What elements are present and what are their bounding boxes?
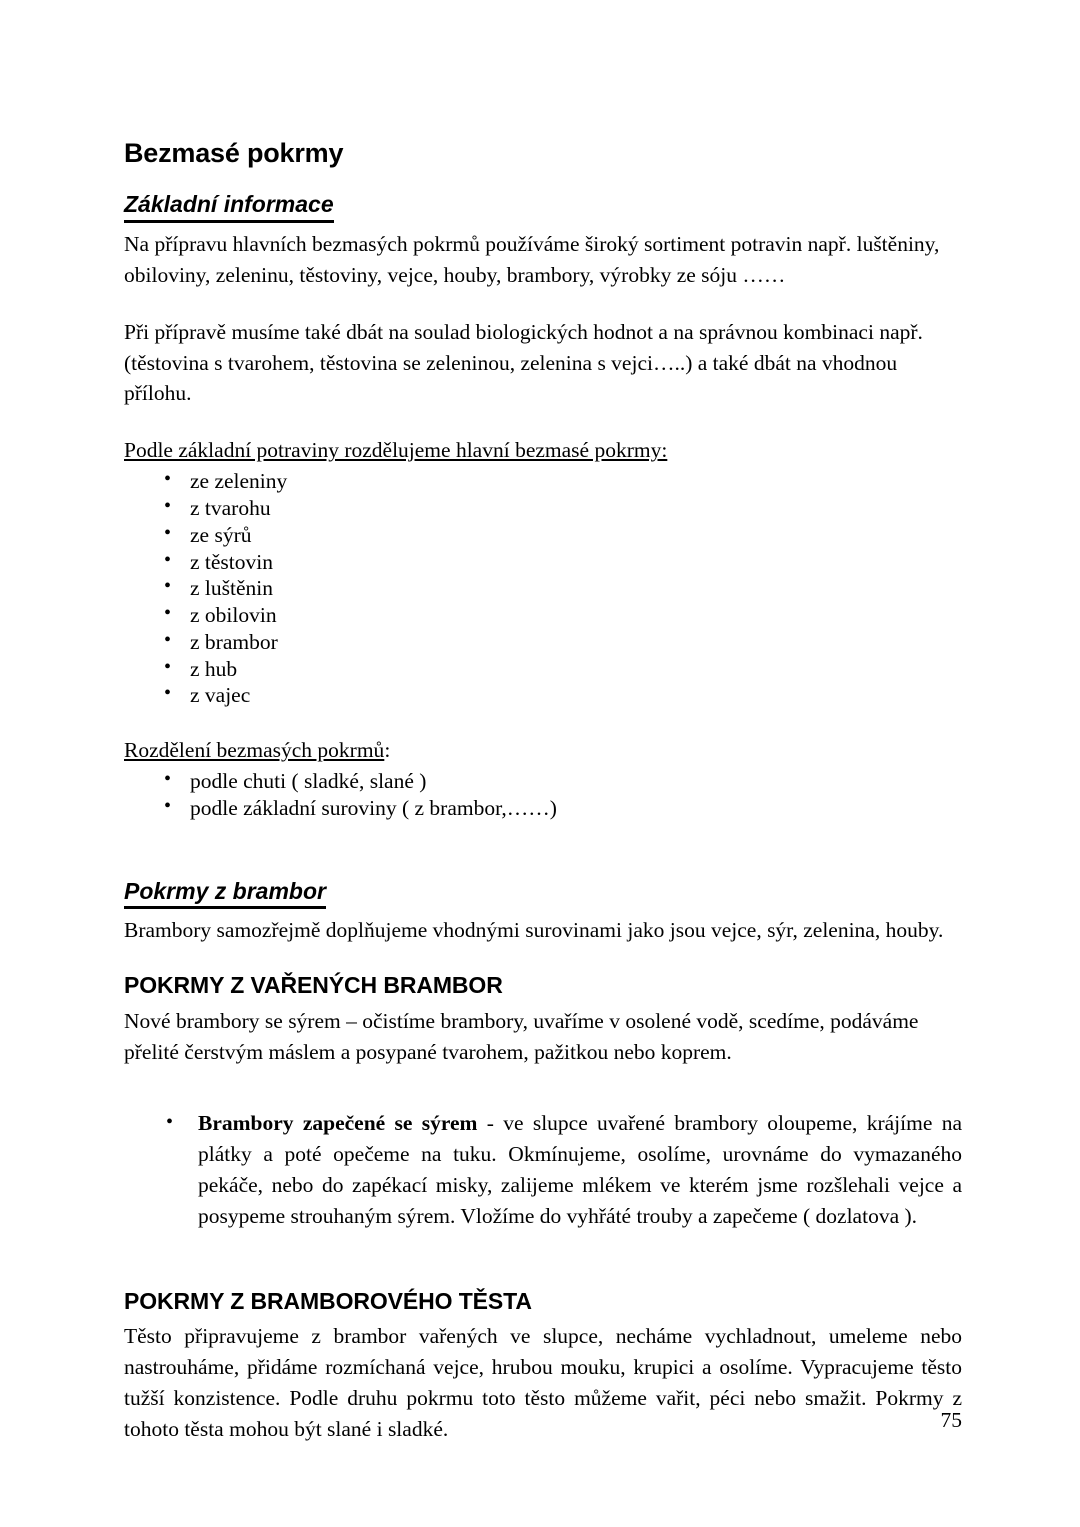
spacer — [124, 946, 962, 972]
list-item: • z brambor — [124, 629, 962, 656]
heading-pokrmy-z-brambor: Pokrmy z brambor — [124, 878, 326, 910]
recipe-name: Brambory zapečené se sýrem — [198, 1110, 478, 1135]
list-item: • z hub — [124, 656, 962, 683]
heading-pokrmy-z-varenych-brambor: POKRMY Z VAŘENÝCH BRAMBOR — [124, 972, 503, 999]
list-item: • z tvarohu — [124, 495, 962, 522]
basic-info-paragraph-2: Při přípravě musíme také dbát na soulad biologických hodnot a na správnou kombinaci např. (těstovina s tvarohem, těstovina se zeleninou, zelenina s vejci…..) a také dbát na vhodnou přílohu. — [124, 319, 923, 406]
division-by-food-lead — [124, 435, 962, 466]
section-boiled-potatoes-heading-wrap — [124, 972, 962, 1000]
potato-dough-paragraph: Těsto připravujeme z brambor vařených ve slupce, necháme vychladnout, umeleme nebo nastrouháme, přidáme rozmíchaná vejce, hrubou mouku, krupici a osolíme. Vypracujeme těsto tužší konzistence. Podle druhu pokrmu toto těsto můžeme vařit, péci nebo smažit. Pokrmy z tohoto těsta mohou být slané i sladké. — [124, 1324, 962, 1442]
heading-pokrmy-z-bramboroveho-testa: POKRMY Z BRAMBOROVÉHO TĚSTA — [124, 1287, 532, 1314]
list-item: • podle chuti ( sladké, slané ) — [124, 768, 962, 795]
list-item: • z těstovin — [124, 549, 962, 576]
page-content — [124, 138, 962, 1445]
spacer — [124, 291, 962, 317]
recipe-separator: - — [477, 1110, 504, 1135]
section-potato-dishes-heading-wrap — [124, 878, 962, 910]
division-of-dishes-lead — [124, 735, 962, 766]
list-item: • z vajec — [124, 682, 962, 709]
list-item: • ze sýrů — [124, 522, 962, 549]
spacer — [124, 709, 962, 735]
division-of-dishes-list — [124, 768, 962, 822]
list-item: • z luštěnin — [124, 575, 962, 602]
division-by-food-lead-text: Podle základní potraviny rozdělujeme hlavní bezmasé pokrmy: — [124, 438, 668, 463]
section-basic-info-heading-wrap — [124, 191, 962, 223]
list-item-recipe — [124, 1108, 962, 1232]
division-by-food-list — [124, 468, 962, 709]
boiled-potatoes-recipe-list — [124, 1108, 962, 1232]
page-number: 75 — [940, 1408, 962, 1432]
page-title: Bezmasé pokrmy — [124, 138, 344, 168]
spacer — [124, 1068, 962, 1108]
boiled-potatoes-paragraph: Nové brambory se sýrem – očistíme brambory, uvaříme v osolené vodě, scedíme, podáváme přelité čerstvým máslem a posypané tvarohem, pažitkou nebo koprem. — [124, 1008, 919, 1064]
recipe-text: ve slupce uvařené brambory oloupeme, krájíme na plátky a poté opečeme na tuku. Okmínujeme, osolíme, urovnáme do vymazaného pekáče, nebo do zapékací misky, zalijeme mlékem ve kterém jsme rozšlehali vejce a posypeme strouhaným sýrem. Vložíme do vyhřáté trouby a zapečeme ( dozlatova ). — [198, 1110, 962, 1228]
list-item: • z obilovin — [124, 602, 962, 629]
spacer — [124, 409, 962, 435]
spacer — [124, 1232, 962, 1288]
spacer — [124, 822, 962, 878]
division-of-dishes-lead-colon: : — [384, 738, 391, 763]
section-potato-dough-heading-wrap — [124, 1288, 962, 1316]
division-of-dishes-lead-text: Rozdělení bezmasých pokrmů — [124, 738, 385, 763]
list-item: • podle základní suroviny ( z brambor,……) — [124, 795, 962, 822]
heading-zakladni-informace: Základní informace — [124, 191, 334, 223]
potato-dishes-intro: Brambory samozřejmě doplňujeme vhodnými surovinami jako jsou vejce, sýr, zelenina, houby. — [124, 918, 944, 943]
list-item: • ze zeleniny — [124, 468, 962, 495]
basic-info-paragraph-1: Na přípravu hlavních bezmasých pokrmů používáme široký sortiment potravin např. luštěniny, obiloviny, zeleninu, těstoviny, vejce, houby, brambory, výrobky ze sóju …… — [124, 231, 940, 287]
